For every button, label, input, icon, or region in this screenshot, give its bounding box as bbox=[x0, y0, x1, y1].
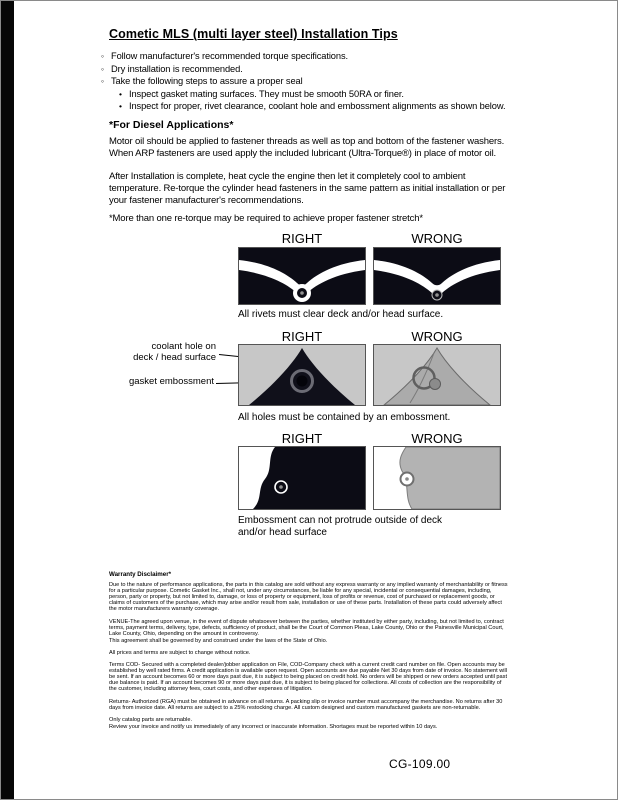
installation-tips-list bbox=[101, 50, 541, 113]
tip-text: Inspect gasket mating surfaces. They must be smooth 50RA or finer. bbox=[129, 88, 404, 99]
rivet-clearance-wrong-diagram bbox=[373, 247, 501, 305]
row2-right-label: RIGHT bbox=[281, 329, 323, 344]
embossment-protrusion-wrong-diagram bbox=[373, 446, 501, 510]
row3-wrong-label: WRONG bbox=[411, 431, 463, 446]
diesel-applications-heading: *For Diesel Applications* bbox=[109, 119, 234, 131]
warranty-paragraph-catalog: Only catalog parts are returnable. bbox=[109, 716, 193, 723]
tip-sub-item bbox=[101, 100, 541, 113]
rivet-clearance-right-diagram bbox=[238, 247, 366, 305]
left-edge-bar bbox=[1, 1, 14, 799]
tip-text: Dry installation is recommended. bbox=[111, 63, 243, 74]
tip-text: Inspect for proper, rivet clearance, coolant hole and embossment alignments as shown below. bbox=[129, 101, 506, 111]
tip-text: Follow manufacturer's recommended torque specifications. bbox=[111, 51, 348, 61]
row3-right-label: RIGHT bbox=[281, 431, 323, 446]
row2-caption: All holes must be contained by an embossment. bbox=[238, 412, 451, 423]
warranty-paragraph-terms: Terms COD- Secured with a completed dealer/jobber application on File, COD-Company check with a current credit card number on file. Open accounts may be established by well rated firms. A credit application is available upon request. Open accounts are due payable Net 30 days from date of invoice. No statement will be sent. If an account becomes 60 or more days past due, it is subject to being placed on credit hold. No orders will be shipped or new orders accepted until past due balance is paid. If an account becomes 90 or more days past due, it is subject to being placed for collections. All costs of collection are the responsibility of the customer, including attorney fees, court costs, and other expenses of litigation. bbox=[109, 662, 508, 693]
coolant-hole-callout-line2: deck / head surface bbox=[133, 352, 216, 363]
open-bullet-icon: ◦ bbox=[101, 51, 104, 61]
embossment-protrusion-right-diagram bbox=[238, 446, 366, 510]
warranty-paragraph-venue: VENUE-The agreed upon venue, in the event of dispute whatsoever between the parties, whether instituted by either party, including, but not limited to, contract terms, payment terms, delivery, type, defects, sufficiency of product, shall be the Court of Common Pleas, Lake County, Ohio or the Painesville Municipal Court, Lake County, Ohio, depending on the amount in controversy. bbox=[109, 618, 504, 637]
tip-item bbox=[101, 75, 541, 88]
row1-right-label: RIGHT bbox=[281, 231, 323, 246]
coolant-hole-callout bbox=[116, 341, 216, 363]
warranty-paragraph-returns: Returns- Authorized (RGA) must be obtained in advance on all returns. A packing slip or invoice number must accompany the merchandise. No returns after 30 days from invoice date. All returns are subject to a 25% restocking charge. All custom designed and custom manufactured gaskets are non-returnable. bbox=[109, 698, 503, 711]
filled-bullet-icon: • bbox=[119, 88, 122, 99]
row3-caption-line1: Embossment can not protrude outside of deck bbox=[238, 515, 443, 526]
retorque-note: *More than one re-torque may be required to achieve proper fastener stretch* bbox=[109, 213, 423, 224]
tip-sub-item bbox=[101, 88, 541, 101]
diesel-paragraph-1: Motor oil should be applied to fastener threads as well as top and bottom of the fastener washers. When ARP fasteners are used apply the included lubricant (Ultra-Torque®) in place of motor oil. bbox=[109, 136, 505, 159]
row2-wrong-label: WRONG bbox=[411, 329, 463, 344]
tip-item bbox=[101, 63, 541, 76]
page-title: Cometic MLS (multi layer steel) Installation Tips bbox=[109, 27, 398, 41]
warranty-paragraph-due: Due to the nature of performance applications, the parts in this catalog are sold without any express warranty or any implied warranty of merchantability or fitness for a particular purpose. Cometic Gasket Inc., shall not, under any circumstances, be liable for any special, incidental or consequential damages, including, person, party or property, but not limited to, damage, or loss of property or equipment, loss of profits or revenue, cost of purchased or replacement goods, or claims of customers of the purchase, which may arise and/or result from sale, installation or use of these parts. Installation of these parts could adversely affect the motor manufacturers warranty coverage. bbox=[109, 582, 508, 613]
diesel-paragraph-2: After Installation is complete, heat cycle the engine then let it completely cool to ambient temperature. Re-torque the cylinder head fasteners in the same pattern as initial installation or per your fastener manufacturer's recommendations. bbox=[109, 171, 506, 206]
row3-caption-line2: and/or head surface bbox=[238, 527, 327, 538]
row1-caption: All rivets must clear deck and/or head surface. bbox=[238, 309, 444, 320]
coolant-hole-callout-line1: coolant hole on bbox=[151, 341, 216, 352]
warranty-section bbox=[109, 572, 509, 736]
open-bullet-icon: ◦ bbox=[101, 76, 104, 86]
embossment-containment-right-diagram bbox=[238, 344, 366, 406]
open-bullet-icon: ◦ bbox=[101, 63, 104, 74]
warranty-paragraph-review: Review your invoice and notify us immediately of any incorrect or inaccurate information. Shortages must be reported within 10 days. bbox=[109, 723, 438, 730]
row1-wrong-label: WRONG bbox=[411, 231, 463, 246]
embossment-containment-wrong-diagram bbox=[373, 344, 501, 406]
tip-text: Take the following steps to assure a proper seal bbox=[111, 76, 303, 86]
filled-bullet-icon: • bbox=[119, 101, 122, 111]
tip-item bbox=[101, 50, 541, 63]
warranty-paragraph-prices: All prices and terms are subject to change without notice. bbox=[109, 649, 251, 656]
warranty-heading: Warranty Disclaimer* bbox=[109, 571, 172, 578]
gasket-embossment-callout: gasket embossment bbox=[128, 376, 214, 387]
warranty-paragraph-governed: This agreement shall be governed by and construed under the laws of the State of Ohio. bbox=[109, 637, 328, 644]
page-code: CG-109.00 bbox=[389, 757, 451, 771]
